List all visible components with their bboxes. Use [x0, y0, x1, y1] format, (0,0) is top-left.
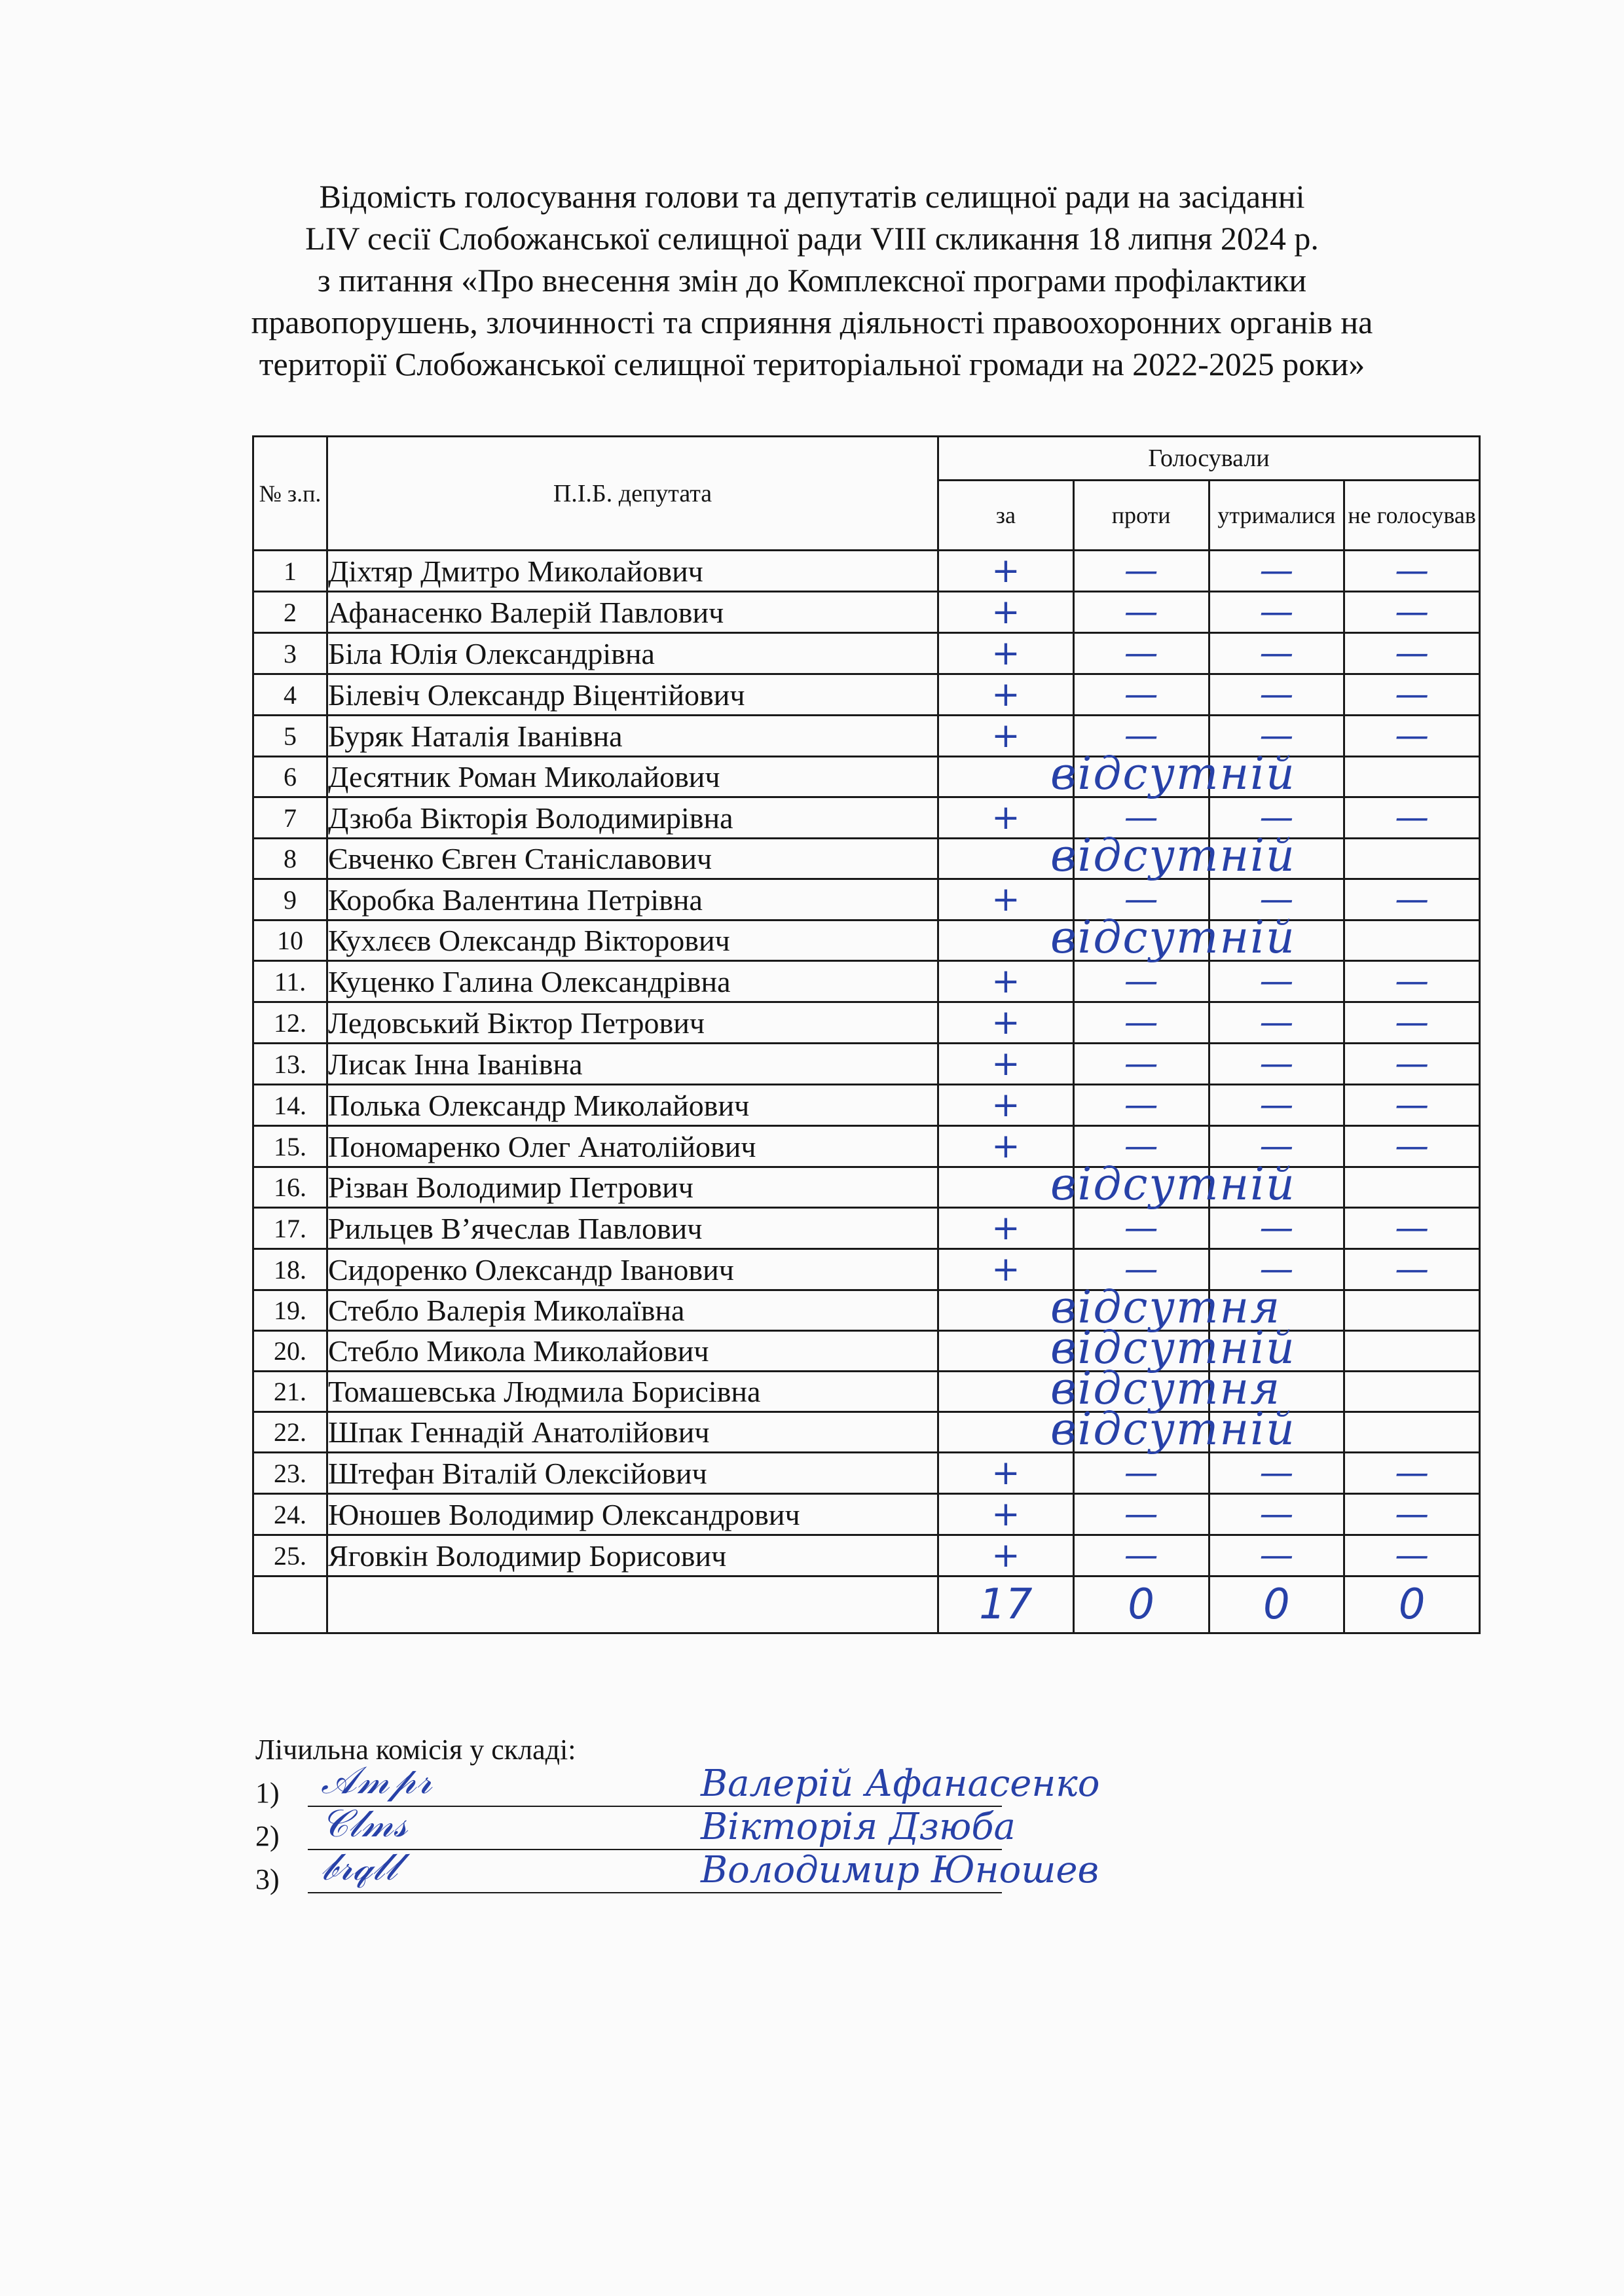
vote-against-mark: — [1124, 675, 1158, 714]
total-not-voted: 0 [1398, 1580, 1426, 1629]
vote-abstained-cell [1209, 674, 1344, 716]
vote-not-voted-mark: — [1395, 551, 1430, 591]
row-number: 6 [253, 757, 327, 797]
vote-abstained-mark: — [1259, 1536, 1294, 1575]
vote-against-mark: — [1124, 1085, 1158, 1125]
vote-for-mark: + [991, 1495, 1020, 1534]
vote-for-cell [938, 1494, 1074, 1535]
vote-not-voted-cell [1344, 1002, 1480, 1044]
vote-against-cell [1073, 1535, 1209, 1576]
vote-for-cell [938, 633, 1074, 674]
vote-for-mark: + [991, 962, 1020, 1001]
vote-abstained-mark: — [1259, 962, 1294, 1001]
vote-not-voted-cell [1344, 1290, 1480, 1331]
vote-not-voted-cell [1344, 1494, 1480, 1535]
row-number: 5 [253, 716, 327, 757]
document-header [196, 175, 1428, 385]
vote-not-voted-mark: — [1395, 1127, 1430, 1166]
deputy-row [253, 1167, 1480, 1208]
vote-abstained-cell [1209, 1208, 1344, 1249]
vote-for-cell [938, 1453, 1074, 1494]
vote-against-cell [1073, 551, 1209, 592]
absent-note: відсутня [1050, 1282, 1282, 1334]
vote-not-voted-cell [1344, 961, 1480, 1002]
vote-not-voted-mark: — [1395, 1495, 1430, 1534]
vote-for-mark: + [991, 1209, 1020, 1248]
vote-abstained-cell [1209, 592, 1344, 633]
deputy-name: Лисак Інна Іванівна [327, 1044, 938, 1085]
row-number: 19. [253, 1290, 327, 1331]
vote-not-voted-mark: — [1395, 1003, 1430, 1042]
commission-member-3 [255, 1844, 1369, 1901]
row-number: 14. [253, 1085, 327, 1126]
vote-not-voted-mark: — [1395, 798, 1430, 837]
vote-against-cell [1073, 674, 1209, 716]
row-number: 4 [253, 674, 327, 716]
vote-not-voted-cell [1344, 674, 1480, 716]
vote-for-cell [938, 1404, 1296, 1455]
vote-abstained-mark: — [1259, 1085, 1294, 1125]
vote-not-voted-cell [1344, 797, 1480, 839]
vote-for-cell [938, 551, 1074, 592]
vote-against-mark: — [1124, 592, 1158, 632]
vote-abstained-cell [1209, 961, 1344, 1002]
absent-note: відсутній [1050, 748, 1296, 800]
handwritten-signature: 𝒜𝓂𝓅𝓇 [321, 1758, 432, 1802]
vote-for-mark: + [991, 1085, 1020, 1125]
deputy-row [253, 1453, 1480, 1494]
vote-not-voted-mark: — [1395, 675, 1430, 714]
vote-against-cell [1073, 1044, 1209, 1085]
signature-line [308, 1892, 1002, 1893]
vote-for-cell [938, 1002, 1074, 1044]
member-name: Володимир Юношев [701, 1849, 1099, 1891]
vote-not-voted-cell [1344, 633, 1480, 674]
vote-not-voted-cell [1344, 1044, 1480, 1085]
header-line-5: території Слобожанської селищної територіальної громади на 2022-2025 роки» [259, 346, 1365, 382]
col-header-voted: Голосували [938, 437, 1480, 481]
vote-abstained-mark: — [1259, 675, 1294, 714]
vote-for-cell [938, 1535, 1074, 1576]
vote-abstained-mark: — [1259, 1127, 1294, 1166]
deputy-name: Юношев Володимир Олександрович [327, 1494, 938, 1535]
deputy-name: Біла Юлія Олександрівна [327, 633, 938, 674]
vote-not-voted-cell [1344, 879, 1480, 920]
member-name: Вікторія Дзюба [701, 1806, 1016, 1848]
vote-for-cell [938, 592, 1074, 633]
row-number: 7 [253, 797, 327, 839]
absent-note: відсутня [1050, 1363, 1282, 1415]
deputy-name: Томашевська Людмила Борисівна [327, 1372, 938, 1412]
vote-abstained-mark: — [1259, 1453, 1294, 1493]
vote-for-cell [938, 1159, 1296, 1211]
vote-not-voted-cell [1344, 1208, 1480, 1249]
deputy-row [253, 1044, 1480, 1085]
vote-not-voted-cell [1344, 839, 1480, 879]
deputy-row [253, 961, 1480, 1002]
vote-not-voted-cell [1344, 1249, 1480, 1290]
vote-against-mark: — [1124, 798, 1158, 837]
deputy-row [253, 1002, 1480, 1044]
deputy-row [253, 633, 1480, 674]
vote-against-mark: — [1124, 880, 1158, 919]
vote-not-voted-mark: — [1395, 1453, 1430, 1493]
deputy-name: Буряк Наталія Іванівна [327, 716, 938, 757]
deputy-row [253, 839, 1480, 879]
deputy-row [253, 920, 1480, 961]
vote-abstained-cell [1209, 1453, 1344, 1494]
vote-not-voted-cell [1344, 1372, 1480, 1412]
vote-table-body [253, 551, 1480, 1576]
deputy-name: Шпак Геннадій Анатолійович [327, 1412, 938, 1453]
absent-note: відсутній [1050, 1159, 1296, 1211]
vote-not-voted-cell [1344, 1453, 1480, 1494]
vote-not-voted-cell [1344, 1167, 1480, 1208]
header-line-4: правопорушень, злочинності та сприяння діяльності правоохоронних органів на [251, 304, 1373, 340]
vote-for-mark: + [991, 1003, 1020, 1042]
vote-not-voted-mark: — [1395, 1044, 1430, 1084]
vote-abstained-mark: — [1259, 880, 1294, 919]
deputy-name: Ледовський Віктор Петрович [327, 1002, 938, 1044]
deputy-name: Яговкін Володимир Борисович [327, 1535, 938, 1576]
deputy-row [253, 1331, 1480, 1372]
deputy-name: Стебло Валерія Миколаївна [327, 1290, 938, 1331]
vote-abstained-mark: — [1259, 798, 1294, 837]
row-number: 12. [253, 1002, 327, 1044]
vote-table [252, 435, 1481, 1634]
vote-abstained-cell [1209, 1085, 1344, 1126]
vote-not-voted-mark: — [1395, 634, 1430, 673]
vote-abstained-mark: — [1259, 1044, 1294, 1084]
vote-not-voted-cell [1344, 1331, 1480, 1372]
vote-against-mark: — [1124, 716, 1158, 756]
vote-abstained-mark: — [1259, 1250, 1294, 1289]
vote-against-mark: — [1124, 962, 1158, 1001]
total-for: 17 [979, 1580, 1033, 1629]
vote-for-cell [938, 830, 1296, 882]
deputy-row [253, 674, 1480, 716]
vote-abstained-cell [1209, 1494, 1344, 1535]
member-index: 3) [255, 1863, 280, 1895]
vote-against-mark: — [1124, 634, 1158, 673]
row-number: 17. [253, 1208, 327, 1249]
vote-for-mark: + [991, 1453, 1020, 1493]
vote-abstained-mark: — [1259, 551, 1294, 591]
vote-abstained-mark: — [1259, 1003, 1294, 1042]
handwritten-signature: 𝒞𝓁𝓂𝓈 [321, 1801, 408, 1846]
row-number: 8 [253, 839, 327, 879]
vote-not-voted-mark: — [1395, 1085, 1430, 1125]
vote-for-cell [938, 674, 1074, 716]
col-header-name: П.І.Б. депутата [327, 437, 938, 551]
vote-against-mark: — [1124, 1495, 1158, 1534]
deputy-row [253, 1412, 1480, 1453]
deputy-row [253, 1535, 1480, 1576]
deputy-row [253, 592, 1480, 633]
vote-not-voted-cell [1344, 716, 1480, 757]
header-line-1: Відомість голосування голови та депутатів селищної ради на засіданні [319, 178, 1305, 215]
vote-not-voted-mark: — [1395, 1209, 1430, 1248]
vote-against-mark: — [1124, 1127, 1158, 1166]
vote-against-cell [1073, 1002, 1209, 1044]
vote-for-mark: + [991, 716, 1020, 756]
row-number: 15. [253, 1126, 327, 1167]
vote-not-voted-cell [1344, 1535, 1480, 1576]
vote-not-voted-cell [1344, 1126, 1480, 1167]
deputy-name: Різван Володимир Петрович [327, 1167, 938, 1208]
vote-for-cell [938, 1085, 1074, 1126]
deputy-name: Стебло Микола Миколайович [327, 1331, 938, 1372]
deputy-name: Дзюба Вікторія Володимирівна [327, 797, 938, 839]
deputy-name: Євченко Євген Станіславович [327, 839, 938, 879]
vote-abstained-mark: — [1259, 592, 1294, 632]
row-number: 2 [253, 592, 327, 633]
header-line-3: з питання «Про внесення змін до Комплексної програми профілактики [317, 262, 1307, 299]
vote-for-cell [938, 1208, 1074, 1249]
vote-for-cell [938, 1044, 1074, 1085]
vote-not-voted-cell [1344, 920, 1480, 961]
absent-note: відсутній [1050, 912, 1296, 964]
vote-for-cell [938, 961, 1074, 1002]
vote-against-cell [1073, 1453, 1209, 1494]
vote-against-cell [1073, 1208, 1209, 1249]
member-index: 2) [255, 1820, 280, 1852]
vote-abstained-mark: — [1259, 1209, 1294, 1248]
vote-not-voted-mark: — [1395, 592, 1430, 632]
deputy-row [253, 757, 1480, 797]
row-number: 24. [253, 1494, 327, 1535]
header-line-2: LIV сесії Слобожанської селищної ради VIII скликання 18 липня 2024 р. [305, 220, 1319, 257]
row-number: 22. [253, 1412, 327, 1453]
vote-against-cell [1073, 1494, 1209, 1535]
col-header-for: за [938, 481, 1074, 551]
totals-row [253, 1576, 1480, 1633]
vote-not-voted-cell [1344, 1412, 1480, 1453]
row-number: 13. [253, 1044, 327, 1085]
absent-note: відсутній [1050, 1322, 1296, 1374]
vote-abstained-cell [1209, 551, 1344, 592]
col-header-number: № з.п. [253, 437, 327, 551]
row-number: 9 [253, 879, 327, 920]
vote-not-voted-cell [1344, 592, 1480, 633]
commission-title: Лічильна комісія у складі: [255, 1734, 576, 1766]
member-index: 1) [255, 1777, 280, 1809]
row-number: 18. [253, 1249, 327, 1290]
deputy-name: Діхтяр Дмитро Миколайович [327, 551, 938, 592]
vote-for-mark: + [991, 1044, 1020, 1084]
vote-abstained-cell [1209, 1002, 1344, 1044]
vote-for-mark: + [991, 880, 1020, 919]
vote-against-mark: — [1124, 1003, 1158, 1042]
deputy-name: Рильцев В’ячеслав Павлович [327, 1208, 938, 1249]
vote-for-mark: + [991, 798, 1020, 837]
deputy-row [253, 1494, 1480, 1535]
deputy-name: Десятник Роман Миколайович [327, 757, 938, 797]
vote-not-voted-cell [1344, 551, 1480, 592]
counting-commission [255, 1728, 1369, 1901]
totals-name-cell [327, 1576, 938, 1633]
vote-against-mark: — [1124, 1536, 1158, 1575]
vote-not-voted-mark: — [1395, 1250, 1430, 1289]
deputy-row [253, 551, 1480, 592]
row-number: 10 [253, 920, 327, 961]
absent-note: відсутній [1050, 1404, 1296, 1455]
absent-note: відсутній [1050, 830, 1296, 882]
deputy-name: Білевіч Олександр Віцентійович [327, 674, 938, 716]
vote-for-cell [938, 748, 1296, 800]
member-name: Валерій Афанасенко [701, 1762, 1100, 1805]
vote-abstained-mark: — [1259, 1495, 1294, 1534]
vote-not-voted-cell [1344, 757, 1480, 797]
col-header-abstained: утрималися [1209, 481, 1344, 551]
deputy-name: Полька Олександр Миколайович [327, 1085, 938, 1126]
vote-for-mark: + [991, 1536, 1020, 1575]
vote-for-mark: + [991, 551, 1020, 591]
vote-for-mark: + [991, 634, 1020, 673]
vote-abstained-mark: — [1259, 634, 1294, 673]
deputy-name: Сидоренко Олександр Іванович [327, 1249, 938, 1290]
vote-abstained-mark: — [1259, 716, 1294, 756]
row-number: 20. [253, 1331, 327, 1372]
row-number: 1 [253, 551, 327, 592]
deputy-name: Афанасенко Валерій Павлович [327, 592, 938, 633]
vote-against-mark: — [1124, 1209, 1158, 1248]
vote-against-cell [1073, 1085, 1209, 1126]
col-header-against: проти [1073, 481, 1209, 551]
row-number: 11. [253, 961, 327, 1002]
deputy-name: Пономаренко Олег Анатолійович [327, 1126, 938, 1167]
deputy-row [253, 1085, 1480, 1126]
vote-not-voted-mark: — [1395, 1536, 1430, 1575]
total-against: 0 [1128, 1580, 1154, 1629]
deputy-row [253, 1249, 1480, 1290]
vote-against-mark: — [1124, 551, 1158, 591]
vote-for-mark: + [991, 592, 1020, 632]
vote-for-mark: + [991, 1127, 1020, 1166]
row-number: 21. [253, 1372, 327, 1412]
vote-for-mark: + [991, 675, 1020, 714]
vote-against-cell [1073, 592, 1209, 633]
vote-against-cell [1073, 961, 1209, 1002]
deputy-name: Коробка Валентина Петрівна [327, 879, 938, 920]
vote-for-cell [938, 912, 1296, 964]
vote-abstained-cell [1209, 1535, 1344, 1576]
vote-for-mark: + [991, 1250, 1020, 1289]
row-number: 16. [253, 1167, 327, 1208]
vote-not-voted-mark: — [1395, 880, 1430, 919]
deputy-name: Кухлєєв Олександр Вікторович [327, 920, 938, 961]
vote-not-voted-mark: — [1395, 716, 1430, 756]
total-abstained: 0 [1263, 1580, 1290, 1629]
vote-abstained-cell [1209, 1044, 1344, 1085]
vote-against-mark: — [1124, 1250, 1158, 1289]
handwritten-signature: 𝒷𝓇𝓆𝓁𝓁 [321, 1844, 397, 1889]
vote-abstained-cell [1209, 633, 1344, 674]
row-number: 3 [253, 633, 327, 674]
deputy-name: Куценко Галина Олександрівна [327, 961, 938, 1002]
deputy-name: Штефан Віталій Олексійович [327, 1453, 938, 1494]
vote-against-mark: — [1124, 1453, 1158, 1493]
row-number: 25. [253, 1535, 327, 1576]
row-number: 23. [253, 1453, 327, 1494]
totals-num-cell [253, 1576, 327, 1633]
col-header-not-voted: не голосував [1344, 481, 1480, 551]
vote-against-cell [1073, 633, 1209, 674]
vote-not-voted-mark: — [1395, 962, 1430, 1001]
vote-against-mark: — [1124, 1044, 1158, 1084]
vote-not-voted-cell [1344, 1085, 1480, 1126]
deputy-row [253, 1208, 1480, 1249]
